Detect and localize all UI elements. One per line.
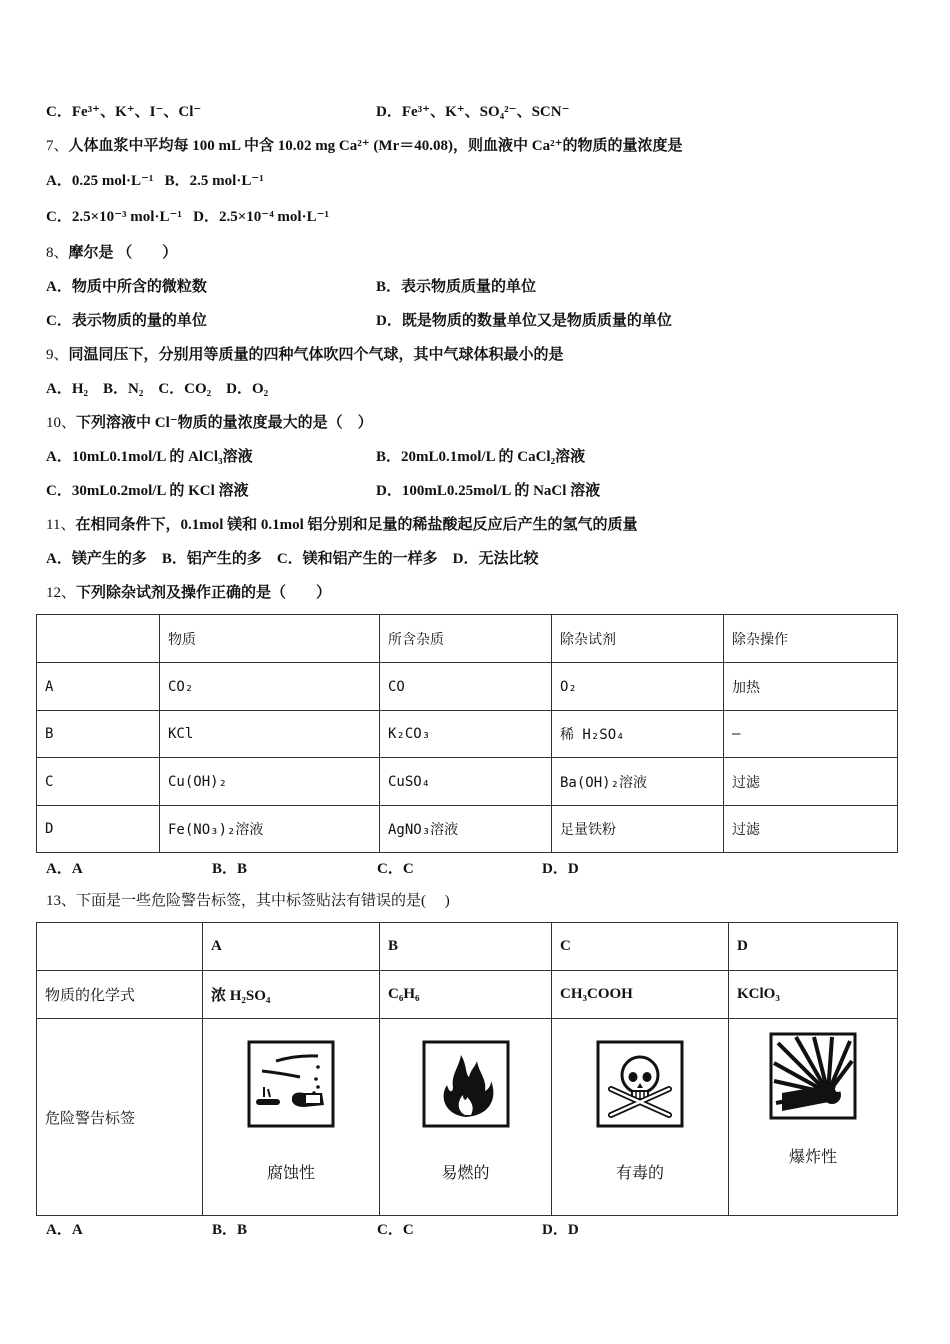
q10-number: 10、: [46, 415, 77, 431]
q10-option-b: B．20mL0.1mol/L 的 CaCl₂溶液: [376, 449, 586, 465]
corrosive-icon: [246, 1039, 336, 1129]
q9-options: A．H₂ B．N₂ C．CO₂ D．O₂: [46, 381, 269, 397]
q9-number: 9、: [46, 347, 69, 363]
q11-number: 11、: [46, 517, 76, 533]
q7-option-b: B．2.5 mol·L⁻¹: [164, 173, 264, 189]
table-cell: —: [724, 711, 898, 758]
q7-stem: 人体血浆中平均每 100 mL 中含 10.02 mg Ca²⁺ (Mr＝40.08)，则血液中 Ca²⁺的物质的量浓度是: [68, 138, 683, 154]
table-row-formula: [37, 971, 898, 1019]
sign-caption: 腐蚀性: [266, 1163, 315, 1182]
q11-stem: 在相同条件下，0.1mol 镁和 0.1mol 铝分别和足量的稀盐酸起反应后产生的氢气的质量: [75, 517, 638, 533]
q10-option-a: A．10mL0.1mol/L 的 AlCl₃溶液: [46, 449, 253, 465]
table-header-cell: B: [380, 923, 552, 971]
flammable-icon: [421, 1039, 511, 1129]
q7-options-cd: [46, 207, 329, 227]
table-header-cell: 除杂试剂: [552, 615, 724, 663]
table-header-cell: 物质: [160, 615, 380, 663]
table-cell: A: [37, 663, 160, 711]
table-row: [37, 758, 898, 806]
table-cell: O₂: [552, 663, 724, 711]
q13-number: 13、: [46, 893, 77, 909]
table-row: [37, 663, 898, 711]
toxic-icon: [595, 1039, 685, 1129]
q9-stem: 同温同压下，分别用等质量的四种气体吹四个气球，其中气球体积最小的是: [68, 347, 564, 363]
table-header-cell: [37, 615, 160, 663]
q8-question: [46, 243, 177, 263]
table-cell: AgNO₃溶液: [380, 806, 552, 853]
table-cell: KCl: [160, 711, 380, 758]
sign-cell: [729, 1019, 898, 1216]
explosive-icon: [768, 1031, 858, 1121]
q8-option-c: C．表示物质的量的单位: [46, 313, 207, 329]
table-row: [37, 806, 898, 853]
q12-answer-c: C．C: [377, 861, 414, 877]
q7-option-d: D．2.5×10⁻⁴ mol·L⁻¹: [193, 209, 330, 225]
q9-question: [46, 345, 564, 365]
table-cell: Cu(OH)₂: [160, 758, 380, 806]
q12-stem: 下列除杂试剂及操作正确的是（ ）: [76, 585, 332, 601]
q11-question: [46, 515, 638, 535]
table-row-label: 危险警告标签: [37, 1019, 203, 1216]
sign-cell: [552, 1019, 729, 1216]
table-row-label: 物质的化学式: [37, 971, 203, 1019]
q12-answer-b: B．B: [212, 861, 248, 877]
q7-question: [46, 136, 683, 156]
table-cell: Ba(OH)₂溶液: [552, 758, 724, 806]
table-cell: 稀 H₂SO₄: [552, 711, 724, 758]
q6-option-d: D．Fe³⁺、K⁺、SO₄²⁻、SCN⁻: [376, 104, 570, 120]
q10-option-c: C．30mL0.2mol/L 的 KCl 溶液: [46, 483, 249, 499]
sign-cell: [203, 1019, 380, 1216]
table-cell: Fe(NO₃)₂溶液: [160, 806, 380, 853]
sign-caption: 爆炸性: [788, 1147, 837, 1166]
table-cell: CO₂: [160, 663, 380, 711]
q7-option-c: C．2.5×10⁻³ mol·L⁻¹: [46, 209, 182, 225]
sign-caption: 易燃的: [441, 1163, 490, 1182]
q8-option-b: B．表示物质质量的单位: [376, 279, 537, 295]
table-cell: B: [37, 711, 160, 758]
table-cell: D: [37, 806, 160, 853]
table-cell: 加热: [724, 663, 898, 711]
table-header-cell: D: [729, 923, 898, 971]
q6-option-c: C．Fe³⁺、K⁺、I⁻、Cl⁻: [46, 104, 202, 120]
sign-caption: 有毒的: [615, 1163, 664, 1182]
table-cell: K₂CO₃: [380, 711, 552, 758]
q11-options: A．镁产生的多 B．铝产生的多 C．镁和铝产生的一样多 D．无法比较: [46, 551, 539, 567]
q7-option-a: A．0.25 mol·L⁻¹: [46, 173, 154, 189]
q13-answer-d: D．D: [542, 1222, 579, 1238]
table-row-signs: [37, 1019, 898, 1216]
q13-answer-a: A．A: [46, 1222, 83, 1238]
q8-option-d: D．既是物质的数量单位又是物质质量的单位: [376, 313, 672, 329]
table-cell: C₆H₆: [380, 971, 552, 1019]
q8-stem: 摩尔是 （ ）: [68, 245, 178, 261]
table-cell: CH₃COOH: [552, 971, 729, 1019]
q12-number: 12、: [46, 585, 77, 601]
table-header-row: [37, 615, 898, 663]
table-cell: 过滤: [724, 806, 898, 853]
table-cell: C: [37, 758, 160, 806]
table-row: [37, 711, 898, 758]
table-header-cell: A: [203, 923, 380, 971]
q10-question: [46, 413, 373, 433]
q12-answer-a: A．A: [46, 861, 83, 877]
table-header-cell: C: [552, 923, 729, 971]
table-cell: 浓 H₂SO₄: [203, 971, 380, 1019]
table-header-cell: 除杂操作: [724, 615, 898, 663]
table-cell: 过滤: [724, 758, 898, 806]
q12-answer-d: D．D: [542, 861, 579, 877]
q13-answer-c: C．C: [377, 1222, 414, 1238]
q13-stem: 下面是一些危险警告标签，其中标签贴法有错误的是( ): [76, 893, 450, 909]
q7-number: 7、: [46, 138, 69, 154]
table-cell: KClO₃: [729, 971, 898, 1019]
q13-answer-b: B．B: [212, 1222, 248, 1238]
q12-table: [36, 614, 898, 853]
table-header-cell: [37, 923, 203, 971]
q8-option-a: A．物质中所含的微粒数: [46, 279, 207, 295]
table-cell: CO: [380, 663, 552, 711]
table-header-cell: 所含杂质: [380, 615, 552, 663]
sign-cell: [380, 1019, 552, 1216]
q13-question: [46, 891, 450, 911]
q10-option-d: D．100mL0.25mol/L 的 NaCl 溶液: [376, 483, 601, 499]
q8-number: 8、: [46, 245, 69, 261]
q10-stem: 下列溶液中 Cl⁻物质的量浓度最大的是（ ）: [76, 415, 373, 431]
q12-question: [46, 583, 331, 603]
table-header-row: [37, 923, 898, 971]
table-cell: 足量铁粉: [552, 806, 724, 853]
q13-table: [36, 922, 898, 1216]
table-cell: CuSO₄: [380, 758, 552, 806]
q7-options-ab: [46, 171, 264, 191]
